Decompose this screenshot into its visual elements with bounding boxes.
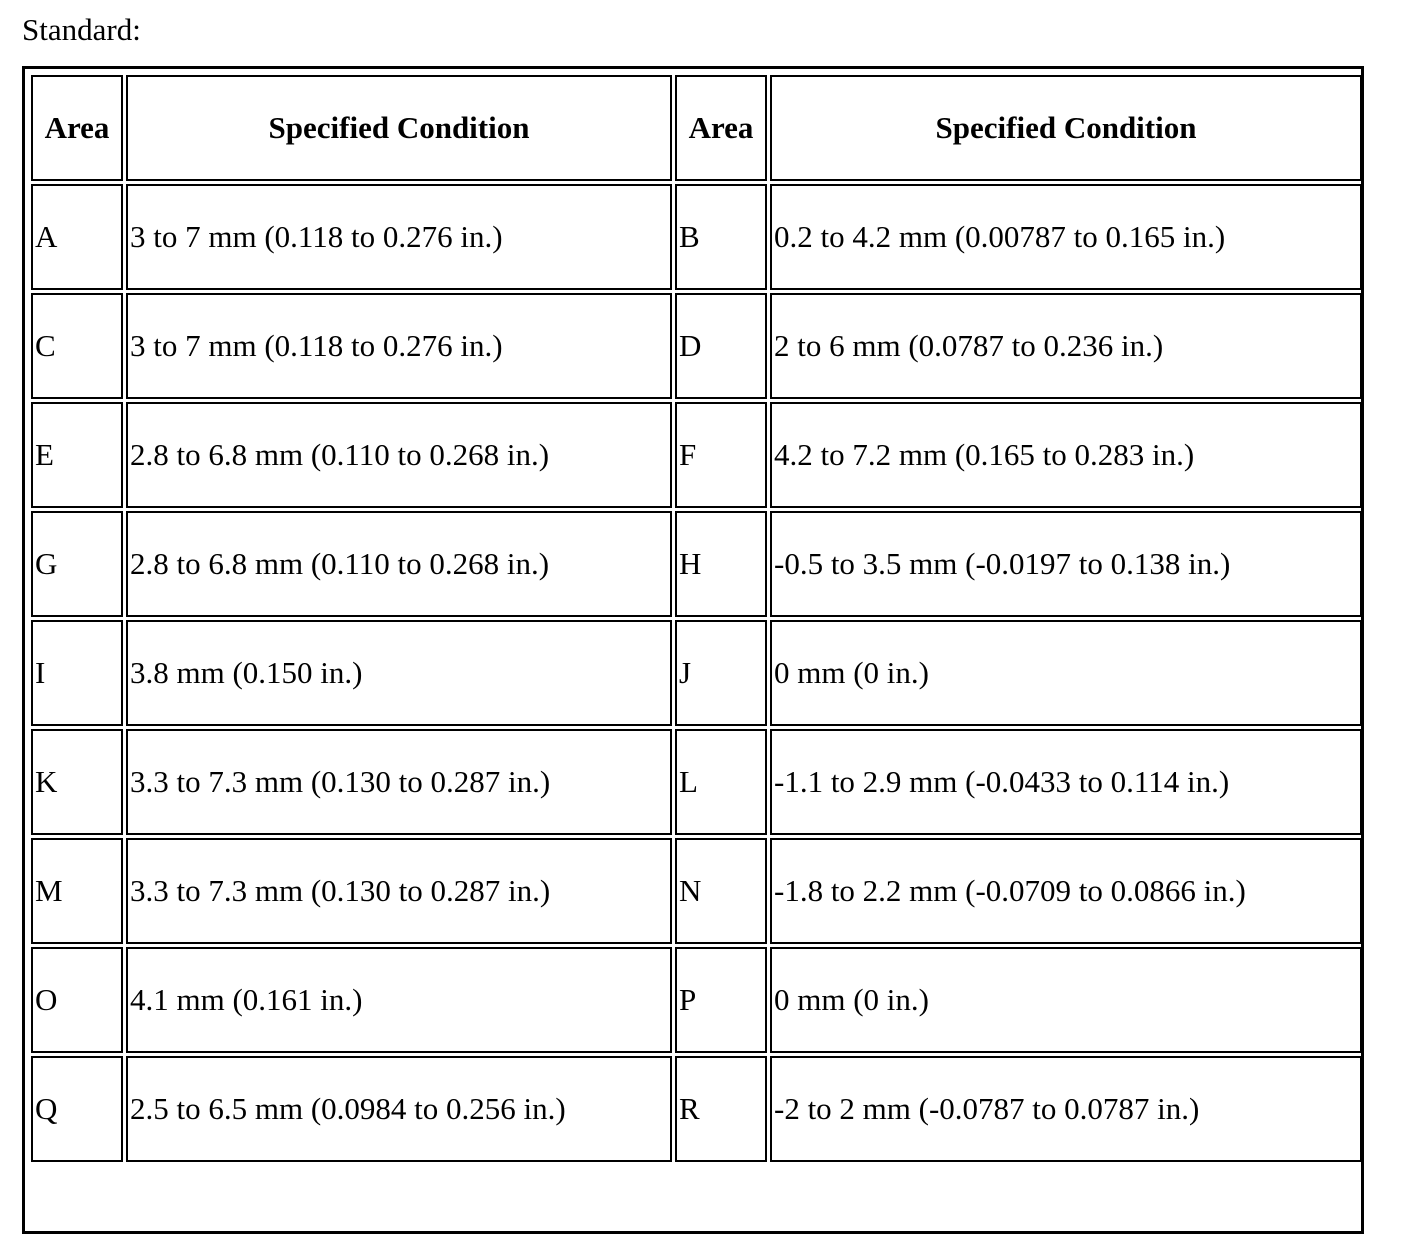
cell-condition-right: -1.8 to 2.2 mm (-0.0709 to 0.0866 in.) [770, 838, 1362, 944]
cell-condition-left: 3 to 7 mm (0.118 to 0.276 in.) [126, 184, 672, 290]
table-row [31, 184, 1362, 290]
cell-area-left: A [31, 184, 123, 290]
cell-area-right: P [675, 947, 767, 1053]
cell-condition-right: 4.2 to 7.2 mm (0.165 to 0.283 in.) [770, 402, 1362, 508]
cell-condition-right: 0 mm (0 in.) [770, 947, 1362, 1053]
table-row [31, 947, 1362, 1053]
table-row [31, 293, 1362, 399]
header-area-left: Area [31, 75, 123, 181]
cell-condition-left: 3.3 to 7.3 mm (0.130 to 0.287 in.) [126, 729, 672, 835]
header-condition-right: Specified Condition [770, 75, 1362, 181]
cell-area-right: J [675, 620, 767, 726]
cell-area-left: O [31, 947, 123, 1053]
cell-area-left: E [31, 402, 123, 508]
cell-condition-left: 3.8 mm (0.150 in.) [126, 620, 672, 726]
table-row [31, 511, 1362, 617]
table-body [31, 184, 1362, 1162]
table-row [31, 1056, 1362, 1162]
cell-condition-right: 0 mm (0 in.) [770, 620, 1362, 726]
header-row [31, 75, 1362, 181]
spec-table-frame [22, 66, 1364, 1234]
cell-area-right: F [675, 402, 767, 508]
cell-condition-right: -1.1 to 2.9 mm (-0.0433 to 0.114 in.) [770, 729, 1362, 835]
cell-condition-left: 2.5 to 6.5 mm (0.0984 to 0.256 in.) [126, 1056, 672, 1162]
cell-area-right: N [675, 838, 767, 944]
cell-condition-left: 3 to 7 mm (0.118 to 0.276 in.) [126, 293, 672, 399]
cell-condition-left: 4.1 mm (0.161 in.) [126, 947, 672, 1053]
table-row [31, 838, 1362, 944]
cell-area-left: C [31, 293, 123, 399]
spec-table [28, 72, 1365, 1165]
cell-condition-right: 2 to 6 mm (0.0787 to 0.236 in.) [770, 293, 1362, 399]
cell-area-right: H [675, 511, 767, 617]
cell-condition-left: 2.8 to 6.8 mm (0.110 to 0.268 in.) [126, 511, 672, 617]
table-row [31, 620, 1362, 726]
header-condition-left: Specified Condition [126, 75, 672, 181]
cell-area-right: R [675, 1056, 767, 1162]
cell-area-left: I [31, 620, 123, 726]
header-area-right: Area [675, 75, 767, 181]
page-heading: Standard: [22, 12, 141, 47]
cell-condition-left: 2.8 to 6.8 mm (0.110 to 0.268 in.) [126, 402, 672, 508]
cell-area-right: B [675, 184, 767, 290]
cell-condition-right: -2 to 2 mm (-0.0787 to 0.0787 in.) [770, 1056, 1362, 1162]
cell-area-right: D [675, 293, 767, 399]
table-row [31, 402, 1362, 508]
cell-area-left: M [31, 838, 123, 944]
cell-condition-right: -0.5 to 3.5 mm (-0.0197 to 0.138 in.) [770, 511, 1362, 617]
table-row [31, 729, 1362, 835]
cell-condition-right: 0.2 to 4.2 mm (0.00787 to 0.165 in.) [770, 184, 1362, 290]
cell-area-left: K [31, 729, 123, 835]
cell-area-left: G [31, 511, 123, 617]
cell-area-left: Q [31, 1056, 123, 1162]
cell-area-right: L [675, 729, 767, 835]
cell-condition-left: 3.3 to 7.3 mm (0.130 to 0.287 in.) [126, 838, 672, 944]
